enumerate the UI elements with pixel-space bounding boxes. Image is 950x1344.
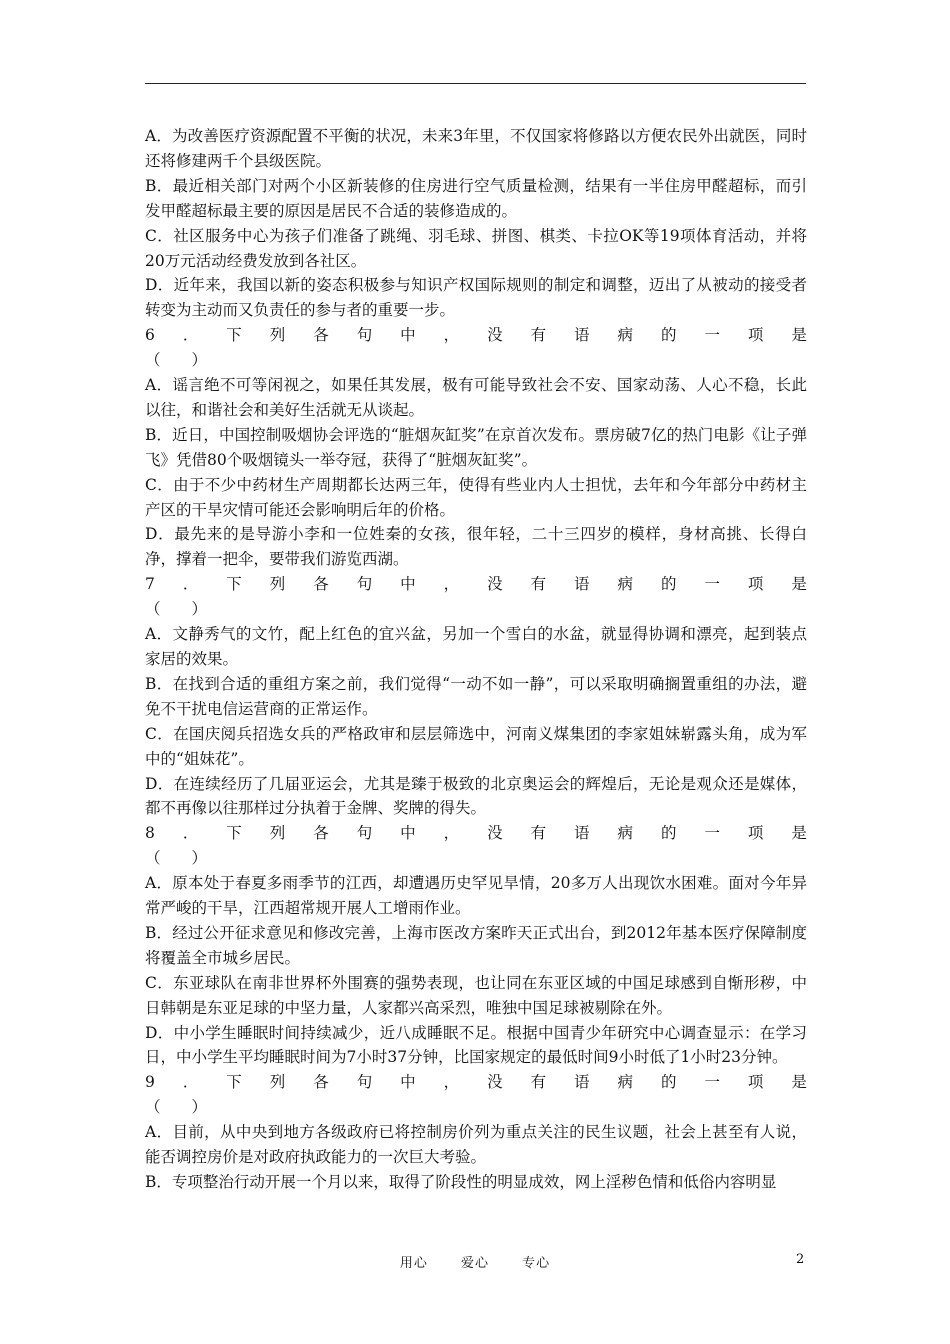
question-stem-char: 下 — [226, 824, 242, 843]
question-stem-char: 7 — [145, 575, 155, 594]
question-stem — [145, 1070, 807, 1120]
question-stem-char: 有 — [530, 575, 547, 594]
question-stem-char: 句 — [356, 824, 373, 843]
option-paragraph: A．文静秀气的文竹，配上红色的宜兴盆，另加一个雪白的水盆，就显得协调和漂亮，起到装点家居的效果。 — [145, 625, 807, 668]
question-stem-char: 是 — [791, 575, 807, 594]
footer-motto-1: 用心 — [399, 1256, 428, 1271]
question-stem-char: 下 — [226, 575, 242, 594]
question-stem-char: 8 — [145, 824, 155, 843]
question-stem-char: 中 — [400, 1073, 416, 1092]
question-stem-char: 病 — [617, 1073, 634, 1092]
question-stem-char: ． — [182, 326, 199, 345]
question-stem-char: 语 — [574, 326, 590, 345]
question-stem-char: 的 — [660, 824, 677, 843]
option-paragraph: B．近日，中国控制吸烟协会评选的“脏烟灰缸奖”在京首次发布。票房破7亿的热门电影《让子弹飞》凭借80个吸烟镜头一举夺冠，获得了“脏烟灰缸奖”。 — [145, 425, 807, 469]
question-stem-char: 列 — [269, 824, 286, 843]
question-stem-char: 项 — [747, 575, 764, 594]
question-stem-char: 病 — [617, 326, 634, 345]
question-stem-char: 病 — [617, 575, 634, 594]
footer-motto-3: 专心 — [522, 1256, 551, 1271]
answer-parentheses: （ ） — [145, 1098, 208, 1117]
question-stem-char: 的 — [660, 1073, 677, 1092]
option-paragraph: C．东亚球队在南非世界杯外围赛的强势表现，也让同在东亚区域的中国足球感到自惭形秽，中日韩朝是东亚足球的中坚力量，人家都兴高采烈，唯独中国足球被剔除在外。 — [145, 973, 807, 1017]
question-stem-char: 是 — [791, 824, 807, 843]
header-rule — [145, 83, 806, 84]
question-stem — [145, 323, 807, 373]
question-stem-char: 项 — [747, 1073, 764, 1092]
question-stem-char: 下 — [226, 326, 242, 345]
question-stem-char: 列 — [269, 575, 286, 594]
question-stem-char: 各 — [313, 575, 329, 594]
question-stem-char: 病 — [617, 824, 634, 843]
option-paragraph: A．目前，从中央到地方各级政府已将控制房价列为重点关注的民生议题，社会上甚至有人说，能否调控房价是对政府执政能力的一次巨大考验。 — [145, 1123, 807, 1167]
question-stem-char: 中 — [400, 575, 416, 594]
option-paragraph: B．专项整治行动开展一个月以来，取得了阶段性的明显成效，网上淫秽色情和低俗内容明显 — [145, 1173, 777, 1191]
option-paragraph: A．谣言绝不可等闲视之，如果任其发展，极有可能导致社会不安、国家动荡、人心不稳，长此以往，和谐社会和美好生活就无从谈起。 — [145, 376, 807, 419]
question-stem-char: 列 — [269, 326, 286, 345]
question-stem — [145, 572, 807, 622]
question-stem-char: ． — [182, 824, 199, 843]
question-stem-char: 语 — [574, 824, 590, 843]
footer-motto — [0, 1252, 950, 1271]
question-stem-char: ， — [443, 575, 460, 594]
question-stem-char: ， — [443, 1073, 460, 1092]
question-stem-char: 句 — [356, 326, 373, 345]
answer-parentheses: （ ） — [145, 849, 208, 868]
question-stem-char: 语 — [574, 1073, 590, 1092]
option-paragraph: D．最先来的是导游小李和一位姓秦的女孩，很年轻，二十三四岁的模样，身材高挑、长得白净，撑着一把伞，要带我们游览西湖。 — [145, 525, 807, 569]
question-stem-char: 的 — [660, 326, 677, 345]
question-stem-char: 项 — [747, 824, 764, 843]
question-stem-char: 没 — [487, 326, 503, 345]
question-stem-char: 有 — [530, 1073, 547, 1092]
question-stem-char: 6 — [145, 326, 155, 345]
question-stem-char: 的 — [660, 575, 677, 594]
question-stem-char: 各 — [313, 1073, 329, 1092]
page-number: 2 — [796, 1252, 805, 1267]
option-paragraph: D．在连续经历了几届亚运会，尤其是臻于极致的北京奥运会的辉煌后，无论是观众还是媒体，都不再像以往那样过分执着于金牌、奖牌的得失。 — [145, 774, 807, 818]
option-paragraph: B．经过公开征求意见和修改完善，上海市医改方案昨天正式出台，到2012年基本医疗保障制度将覆盖全市城乡居民。 — [145, 923, 807, 967]
option-paragraph: B．最近相关部门对两个小区新装修的住房进行空气质量检测，结果有一半住房甲醛超标，而引发甲醛超标最主要的原因是居民不合适的装修造成的。 — [145, 176, 807, 220]
option-paragraph: A．为改善医疗资源配置不平衡的状况，未来3年里，不仅国家将修路以方便农民外出就医，同时还将修建两千个县级医院。 — [145, 127, 807, 170]
question-stem-char: 各 — [313, 824, 329, 843]
question-stem-char: 有 — [530, 824, 547, 843]
question-stem-char: 一 — [704, 326, 720, 345]
question-stem-char: 没 — [487, 575, 503, 594]
question-stem-char: 句 — [356, 1073, 373, 1092]
question-stem-char: 一 — [704, 824, 720, 843]
option-paragraph: B．在找到合适的重组方案之前，我们觉得“一动不如一静”，可以采取明确搁置重组的办法，避免不干扰电信运营商的正常运作。 — [145, 674, 807, 718]
question-stem-char: 有 — [530, 326, 547, 345]
option-paragraph: C．在国庆阅兵招选女兵的严格政审和层层筛选中，河南义煤集团的李家姐妹崭露头角，成为军中的“姐妹花”。 — [145, 724, 807, 768]
question-stem — [145, 821, 807, 871]
option-paragraph: D．近年来，我国以新的姿态积极参与知识产权国际规则的制定和调整，迈出了从被动的接受者转变为主动而又负责任的参与者的重要一步。 — [145, 276, 807, 320]
question-stem-char: 项 — [747, 326, 764, 345]
document-body — [145, 124, 807, 1195]
option-paragraph: A．原本处于春夏多雨季节的江西，却遭遇历史罕见旱情，20多万人出现饮水困难。面对今年异常严峻的干旱，江西超常规开展人工增雨作业。 — [145, 874, 807, 918]
question-stem-char: 没 — [487, 824, 503, 843]
question-stem-char: 没 — [487, 1073, 503, 1092]
question-stem-char: ． — [182, 575, 199, 594]
footer-motto-2: 爱心 — [460, 1256, 489, 1271]
option-paragraph: C．社区服务中心为孩子们准备了跳绳、羽毛球、拼图、棋类、卡拉OK等19项体育活动，并将20万元活动经费发放到各社区。 — [145, 226, 807, 270]
answer-parentheses: （ ） — [145, 600, 208, 619]
answer-parentheses: （ ） — [145, 351, 208, 370]
question-stem-char: 句 — [356, 575, 373, 594]
question-stem-char: ， — [443, 824, 460, 843]
question-stem-char: 是 — [791, 326, 807, 345]
question-stem-char: 9 — [145, 1073, 155, 1092]
question-stem-char: 语 — [574, 575, 590, 594]
question-stem-char: 列 — [269, 1073, 286, 1092]
question-stem-char: 中 — [400, 326, 416, 345]
question-stem-char: 各 — [313, 326, 329, 345]
question-stem-char: ． — [182, 1073, 199, 1092]
question-stem-char: 中 — [400, 824, 416, 843]
question-stem-char: 是 — [791, 1073, 807, 1092]
option-paragraph: C．由于不少中药材生产周期都长达两三年，使得有些业内人士担忧，去年和今年部分中药材主产区的干旱灾情可能还会影响明后年的价格。 — [145, 475, 807, 519]
option-paragraph: D．中小学生睡眠时间持续减少，近八成睡眠不足。根据中国青少年研究中心调查显示：在学习日，中小学生平均睡眠时间为7小时37分钟，比国家规定的最低时间9小时低了1小时23分钟。 — [145, 1023, 807, 1067]
question-stem-char: 一 — [704, 1073, 720, 1092]
question-stem-char: ， — [443, 326, 460, 345]
question-stem-char: 一 — [704, 575, 720, 594]
question-stem-char: 下 — [226, 1073, 242, 1092]
